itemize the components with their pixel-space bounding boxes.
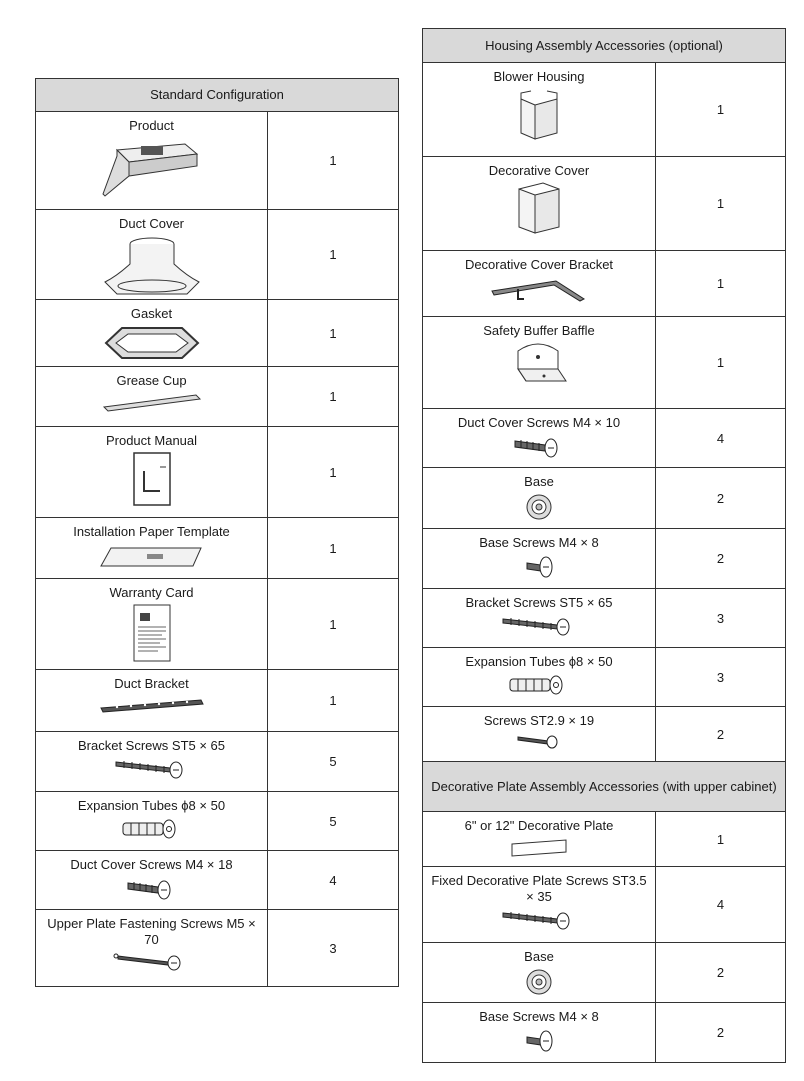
duct-cover-icon bbox=[97, 234, 207, 305]
table-row-safety-buffer-baffle bbox=[423, 317, 785, 409]
item-quantity: 1 bbox=[329, 540, 337, 556]
item-quantity: 2 bbox=[716, 490, 725, 506]
item-cell bbox=[423, 589, 656, 647]
item-name: Installation Paper Template bbox=[73, 524, 230, 539]
item-cell bbox=[36, 792, 268, 850]
duct-bracket-icon bbox=[97, 694, 207, 721]
item-cell bbox=[36, 518, 268, 578]
item-quantity: 3 bbox=[716, 669, 725, 685]
item-quantity: 1 bbox=[716, 831, 725, 847]
item-cell bbox=[36, 427, 268, 517]
item-cell bbox=[423, 409, 656, 467]
warranty-card-icon bbox=[130, 603, 174, 668]
item-cell bbox=[36, 732, 268, 791]
item-quantity: 2 bbox=[716, 1025, 725, 1040]
item-cell bbox=[36, 670, 268, 731]
manual-icon bbox=[130, 451, 174, 512]
item-quantity: 1 bbox=[716, 102, 725, 117]
table-row-base bbox=[423, 943, 785, 1003]
blower-housing-icon bbox=[509, 87, 569, 148]
item-name: Fixed Decorative Plate Screws ST3.5 × 35 bbox=[431, 873, 647, 904]
accessories-table bbox=[422, 28, 786, 1063]
item-cell bbox=[423, 648, 656, 706]
item-quantity: 1 bbox=[329, 153, 337, 168]
item-name: Expansion Tubes ϕ8 × 50 bbox=[465, 654, 613, 669]
table-header: Decorative Plate Assembly Accessories (with upper cabinet) bbox=[423, 762, 785, 812]
paper-template-icon bbox=[97, 542, 207, 575]
gasket-icon bbox=[102, 324, 202, 367]
item-cell bbox=[423, 1003, 656, 1062]
table-row-duct-cover-screws-m4-10 bbox=[423, 409, 785, 468]
item-quantity: 5 bbox=[329, 754, 337, 769]
item-quantity: 1 bbox=[329, 247, 337, 262]
item-cell bbox=[423, 943, 656, 1002]
table-row-decorative-cover bbox=[423, 157, 785, 251]
small-screw-icon bbox=[514, 731, 564, 756]
standard-configuration-table bbox=[35, 78, 399, 987]
long-screw-icon bbox=[499, 907, 579, 938]
table-row-expansion-tubes-8-50 bbox=[36, 792, 398, 851]
table-row-fixed-decorative-plate-screws-st3-5-35 bbox=[423, 867, 785, 943]
item-name: Base bbox=[524, 474, 554, 489]
item-cell bbox=[36, 112, 268, 209]
table-row-bracket-screws-st5-65 bbox=[423, 589, 785, 648]
item-cell bbox=[423, 867, 656, 942]
item-name: Bracket Screws ST5 × 65 bbox=[77, 738, 226, 753]
table-row-upper-plate-fastening-screws-m5-70 bbox=[36, 910, 398, 986]
item-quantity: 2 bbox=[716, 726, 725, 742]
item-quantity: 1 bbox=[329, 616, 337, 632]
cover-bracket-icon bbox=[484, 275, 594, 310]
item-cell bbox=[423, 468, 656, 528]
item-quantity: 1 bbox=[716, 276, 725, 291]
item-cell bbox=[36, 910, 268, 986]
item-name: Expansion Tubes ϕ8 × 50 bbox=[77, 798, 226, 813]
base-icon bbox=[524, 492, 554, 527]
item-cell bbox=[36, 300, 268, 366]
item-name: Decorative Cover bbox=[488, 163, 590, 178]
expansion-tube-icon bbox=[117, 816, 187, 847]
table-row-duct-cover bbox=[36, 210, 398, 300]
item-quantity: 1 bbox=[716, 355, 725, 370]
item-cell bbox=[423, 317, 656, 408]
expansion-tube-icon bbox=[504, 672, 574, 703]
buffer-baffle-icon bbox=[504, 341, 574, 394]
table-header: Housing Assembly Accessories (optional) bbox=[423, 29, 785, 63]
item-name: Safety Buffer Baffle bbox=[483, 323, 595, 338]
item-quantity: 3 bbox=[329, 940, 337, 956]
table-row-blower-housing bbox=[423, 63, 785, 157]
item-cell bbox=[36, 579, 268, 669]
item-name: Duct Bracket bbox=[114, 676, 189, 691]
item-name: Upper Plate Fastening Screws M5 × 70 bbox=[47, 916, 256, 947]
table-row-duct-cover-screws-m4-18 bbox=[36, 851, 398, 910]
table-row-screws-st2-9-19 bbox=[423, 707, 785, 762]
item-name: Blower Housing bbox=[493, 69, 585, 84]
item-quantity: 4 bbox=[716, 897, 725, 912]
table-row-duct-bracket bbox=[36, 670, 398, 732]
item-cell bbox=[423, 707, 656, 761]
short-screw-icon bbox=[509, 433, 569, 466]
base-icon bbox=[524, 967, 554, 1002]
item-cell bbox=[36, 851, 268, 909]
table-row-base-screws-m4-8 bbox=[423, 1003, 785, 1062]
item-name: Screws ST2.9 × 19 bbox=[483, 713, 595, 728]
item-quantity: 1 bbox=[329, 389, 337, 404]
table-row-base bbox=[423, 468, 785, 529]
decorative-plate-icon bbox=[506, 836, 572, 863]
item-quantity: 2 bbox=[716, 965, 725, 980]
short-screw-icon bbox=[122, 875, 182, 908]
item-quantity: 4 bbox=[716, 430, 725, 446]
item-cell bbox=[423, 157, 656, 250]
range-hood-icon bbox=[97, 136, 207, 207]
table-row-6-or-12-decorative-plate bbox=[423, 812, 785, 867]
item-name: Base Screws M4 × 8 bbox=[479, 1009, 599, 1024]
long-bolt-icon bbox=[112, 950, 192, 977]
item-cell bbox=[423, 529, 656, 588]
item-quantity: 4 bbox=[329, 872, 337, 888]
tiny-screw-icon bbox=[519, 1027, 559, 1060]
item-name: Gasket bbox=[130, 306, 173, 321]
item-name: Duct Cover Screws M4 × 18 bbox=[70, 857, 233, 872]
item-name: Decorative Cover Bracket bbox=[464, 257, 614, 272]
long-screw-icon bbox=[112, 756, 192, 787]
item-name: Product Manual bbox=[105, 433, 198, 448]
table-row-gasket bbox=[36, 300, 398, 367]
item-name: Bracket Screws ST5 × 65 bbox=[465, 595, 613, 610]
item-name: Base Screws M4 × 8 bbox=[479, 535, 599, 550]
table-row-installation-paper-template bbox=[36, 518, 398, 579]
table-row-product-manual bbox=[36, 427, 398, 518]
item-name: Base bbox=[524, 949, 554, 964]
item-quantity: 1 bbox=[329, 325, 337, 341]
item-name: Grease Cup bbox=[116, 373, 187, 388]
table-row-grease-cup bbox=[36, 367, 398, 427]
table-row-decorative-cover-bracket bbox=[423, 251, 785, 317]
item-name: Product bbox=[129, 118, 174, 133]
grease-cup-icon bbox=[100, 391, 204, 418]
item-name: Warranty Card bbox=[109, 585, 194, 600]
item-quantity: 5 bbox=[329, 813, 337, 829]
table-row-expansion-tubes-8-50 bbox=[423, 648, 785, 707]
decorative-cover-icon bbox=[509, 181, 569, 242]
item-name: Duct Cover bbox=[118, 216, 185, 231]
table-row-warranty-card bbox=[36, 579, 398, 670]
item-cell bbox=[36, 210, 268, 299]
item-cell bbox=[423, 251, 656, 316]
item-quantity: 1 bbox=[716, 196, 725, 211]
tiny-screw-icon bbox=[519, 553, 559, 586]
long-screw-icon bbox=[499, 613, 579, 644]
item-quantity: 3 bbox=[716, 610, 725, 626]
item-cell bbox=[36, 367, 268, 426]
table-row-product bbox=[36, 112, 398, 210]
item-name: Duct Cover Screws M4 × 10 bbox=[457, 415, 621, 430]
item-name: 6" or 12" Decorative Plate bbox=[464, 818, 614, 833]
item-quantity: 1 bbox=[329, 693, 337, 708]
table-row-bracket-screws-st5-65 bbox=[36, 732, 398, 792]
table-row-base-screws-m4-8 bbox=[423, 529, 785, 589]
item-quantity: 1 bbox=[329, 464, 337, 480]
table-header: Standard Configuration bbox=[36, 79, 398, 112]
item-cell bbox=[423, 63, 656, 156]
item-cell bbox=[423, 812, 656, 866]
item-quantity: 2 bbox=[716, 551, 725, 566]
